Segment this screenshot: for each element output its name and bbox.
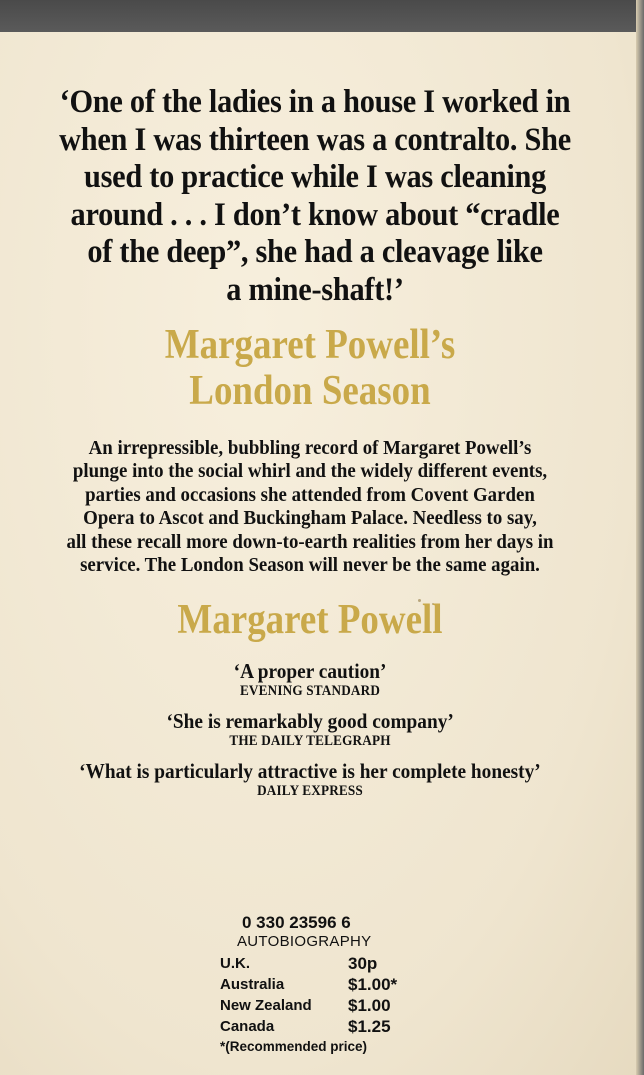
blurb-line: service. The London Season will never be the same again. — [80, 554, 540, 577]
press-reviews — [0, 660, 620, 810]
genre-category: AUTOBIOGRAPHY — [237, 933, 372, 950]
review-quote: ‘A proper caution’ — [233, 659, 387, 683]
price-row — [220, 974, 397, 995]
price-country: U.K. — [220, 955, 250, 972]
publication-info — [220, 913, 397, 1055]
price-row — [220, 1016, 397, 1037]
review-item — [0, 710, 620, 750]
price-country: Australia — [220, 976, 285, 993]
price-table — [220, 953, 397, 1037]
price-value: $1.00* — [348, 975, 398, 994]
isbn: 0 330 23596 6 — [242, 913, 351, 932]
quote-line: when I was thirteen was a contralto. She — [59, 121, 571, 158]
price-note: *(Recommended price) — [220, 1039, 368, 1054]
background-edge-top — [0, 0, 644, 32]
blurb-line: plunge into the social whirl and the widely different events, — [72, 460, 548, 483]
blurb-line: An irrepressible, bubbling record of Margaret Powell’s — [88, 437, 532, 459]
quote-line: a mine-shaft!’ — [226, 271, 404, 308]
review-quote: ‘What is particularly attractive is her complete honesty’ — [79, 759, 541, 783]
book-title — [37, 322, 583, 414]
quote-line: of the deep”, she had a cleavage like — [87, 234, 543, 270]
opening-quote — [44, 84, 587, 309]
quote-line: ‘One of the ladies in a house I worked in — [59, 84, 571, 120]
review-source: DAILY EXPRESS — [257, 783, 363, 799]
review-source: THE DAILY TELEGRAPH — [229, 733, 391, 749]
book-title-line: London Season — [189, 368, 431, 414]
book-blurb — [43, 437, 577, 577]
quote-line: around . . . I don’t know about “cradle — [70, 196, 560, 233]
review-item — [0, 660, 620, 700]
blurb-line: parties and occasions she attended from Covent Garden — [85, 483, 535, 506]
price-value: $1.00 — [348, 996, 391, 1015]
author-name: Margaret Powell — [177, 597, 443, 643]
review-item — [0, 760, 620, 800]
price-country: New Zealand — [220, 997, 312, 1014]
price-value: 30p — [348, 954, 378, 973]
quote-line: used to practice while I was cleaning — [83, 159, 547, 195]
blurb-line: all these recall more down-to-earth realities from her days in — [66, 530, 554, 553]
price-row — [220, 995, 397, 1016]
review-quote: ‘She is remarkably good company’ — [166, 709, 454, 733]
background-edge-right — [636, 0, 644, 1075]
review-source: EVENING STANDARD — [239, 683, 381, 699]
blurb-line: Opera to Ascot and Buckingham Palace. Needless to say, — [83, 507, 537, 530]
price-value: $1.25 — [348, 1017, 391, 1036]
book-title-line: Margaret Powell’s — [164, 322, 456, 368]
price-country: Canada — [220, 1018, 275, 1035]
price-row — [220, 953, 397, 974]
